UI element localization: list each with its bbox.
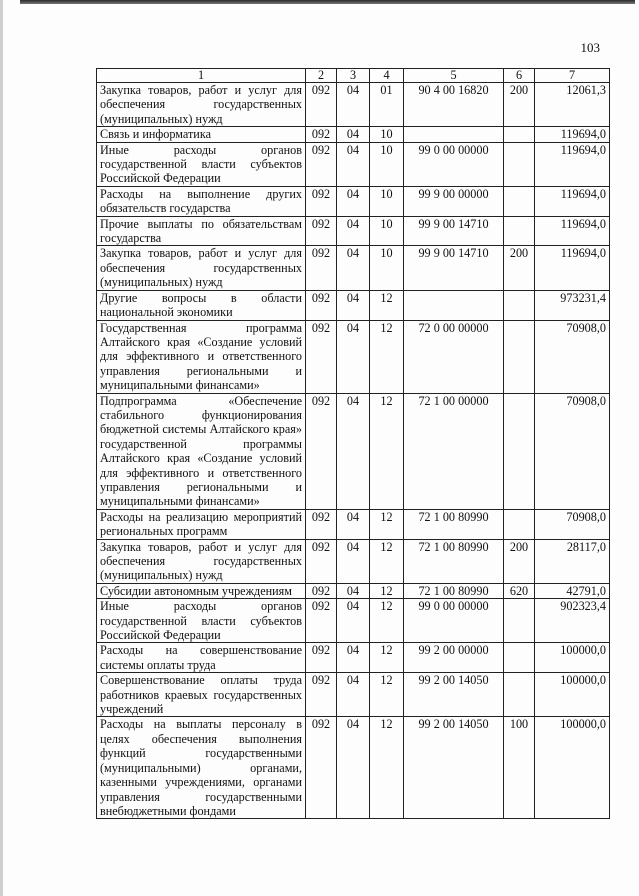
section-code-cell: 04 bbox=[337, 127, 370, 142]
grbs-code-cell: 092 bbox=[306, 583, 337, 598]
grbs-code-cell: 092 bbox=[306, 509, 337, 539]
target-article-cell: 99 0 00 00000 bbox=[404, 142, 504, 186]
budget-table bbox=[96, 68, 610, 819]
header-col-2: 2 bbox=[306, 69, 337, 83]
section-code-cell: 04 bbox=[337, 673, 370, 717]
target-article-cell: 99 0 00 00000 bbox=[404, 599, 504, 643]
grbs-code-cell: 092 bbox=[306, 673, 337, 717]
expense-type-cell bbox=[504, 393, 535, 509]
expense-name-cell: Расходы на реализацию мероприятий региональных программ bbox=[97, 509, 306, 539]
expense-type-cell bbox=[504, 643, 535, 673]
expense-name-cell: Государственная программа Алтайского края «Создание условий для эффективного и ответственного управления региональными и муниципальными финансами» bbox=[97, 320, 306, 393]
table-row bbox=[97, 599, 610, 643]
expense-type-cell bbox=[504, 599, 535, 643]
section-code-cell: 04 bbox=[337, 320, 370, 393]
subsection-code-cell: 12 bbox=[370, 673, 404, 717]
subsection-code-cell: 10 bbox=[370, 186, 404, 216]
header-col-5: 5 bbox=[404, 69, 504, 83]
expense-name-cell: Субсидии автономным учреждениям bbox=[97, 583, 306, 598]
section-code-cell: 04 bbox=[337, 186, 370, 216]
table-row bbox=[97, 83, 610, 127]
target-article-cell: 72 0 00 00000 bbox=[404, 320, 504, 393]
amount-cell: 119694,0 bbox=[535, 142, 610, 186]
target-article-cell: 99 9 00 00000 bbox=[404, 186, 504, 216]
amount-cell: 119694,0 bbox=[535, 186, 610, 216]
amount-cell: 42791,0 bbox=[535, 583, 610, 598]
amount-cell: 100000,0 bbox=[535, 673, 610, 717]
target-article-cell: 99 2 00 00000 bbox=[404, 643, 504, 673]
expense-name-cell: Подпрограмма «Обеспечение стабильного функционирования бюджетной системы Алтайского края» государственной программы Алтайского края «Создание условий для эффективного и ответственного управления региональными и муниципальными финансами» bbox=[97, 393, 306, 509]
expense-type-cell bbox=[504, 290, 535, 320]
grbs-code-cell: 092 bbox=[306, 320, 337, 393]
grbs-code-cell: 092 bbox=[306, 599, 337, 643]
amount-cell: 119694,0 bbox=[535, 127, 610, 142]
table-row bbox=[97, 142, 610, 186]
grbs-code-cell: 092 bbox=[306, 127, 337, 142]
grbs-code-cell: 092 bbox=[306, 83, 337, 127]
table-row bbox=[97, 290, 610, 320]
section-code-cell: 04 bbox=[337, 83, 370, 127]
expense-type-cell: 100 bbox=[504, 717, 535, 819]
section-code-cell: 04 bbox=[337, 290, 370, 320]
table-row bbox=[97, 320, 610, 393]
grbs-code-cell: 092 bbox=[306, 142, 337, 186]
scan-border-left bbox=[0, 0, 3, 896]
target-article-cell: 99 2 00 14050 bbox=[404, 717, 504, 819]
grbs-code-cell: 092 bbox=[306, 216, 337, 246]
section-code-cell: 04 bbox=[337, 717, 370, 819]
amount-cell: 119694,0 bbox=[535, 216, 610, 246]
header-col-4: 4 bbox=[370, 69, 404, 83]
subsection-code-cell: 10 bbox=[370, 127, 404, 142]
expense-type-cell bbox=[504, 216, 535, 246]
subsection-code-cell: 12 bbox=[370, 320, 404, 393]
subsection-code-cell: 12 bbox=[370, 717, 404, 819]
expense-type-cell: 620 bbox=[504, 583, 535, 598]
amount-cell: 28117,0 bbox=[535, 539, 610, 583]
grbs-code-cell: 092 bbox=[306, 393, 337, 509]
header-col-6: 6 bbox=[504, 69, 535, 83]
table-row bbox=[97, 246, 610, 290]
subsection-code-cell: 12 bbox=[370, 643, 404, 673]
section-code-cell: 04 bbox=[337, 539, 370, 583]
target-article-cell: 99 9 00 14710 bbox=[404, 216, 504, 246]
table-row bbox=[97, 643, 610, 673]
grbs-code-cell: 092 bbox=[306, 290, 337, 320]
target-article-cell: 90 4 00 16820 bbox=[404, 83, 504, 127]
amount-cell: 12061,3 bbox=[535, 83, 610, 127]
expense-type-cell bbox=[504, 509, 535, 539]
grbs-code-cell: 092 bbox=[306, 246, 337, 290]
section-code-cell: 04 bbox=[337, 599, 370, 643]
expense-name-cell: Закупка товаров, работ и услуг для обеспечения государственных (муниципальных) нужд bbox=[97, 539, 306, 583]
subsection-code-cell: 12 bbox=[370, 539, 404, 583]
table-row bbox=[97, 186, 610, 216]
amount-cell: 100000,0 bbox=[535, 643, 610, 673]
header-col-1: 1 bbox=[97, 69, 306, 83]
expense-name-cell: Иные расходы органов государственной власти субъектов Российской Федерации bbox=[97, 599, 306, 643]
subsection-code-cell: 12 bbox=[370, 583, 404, 598]
expense-name-cell: Расходы на выполнение других обязательств государства bbox=[97, 186, 306, 216]
expense-type-cell: 200 bbox=[504, 246, 535, 290]
target-article-cell bbox=[404, 290, 504, 320]
subsection-code-cell: 01 bbox=[370, 83, 404, 127]
section-code-cell: 04 bbox=[337, 142, 370, 186]
subsection-code-cell: 10 bbox=[370, 216, 404, 246]
table-row bbox=[97, 539, 610, 583]
target-article-cell: 72 1 00 80990 bbox=[404, 539, 504, 583]
section-code-cell: 04 bbox=[337, 216, 370, 246]
header-col-3: 3 bbox=[337, 69, 370, 83]
grbs-code-cell: 092 bbox=[306, 643, 337, 673]
subsection-code-cell: 12 bbox=[370, 393, 404, 509]
table-row bbox=[97, 673, 610, 717]
amount-cell: 902323,4 bbox=[535, 599, 610, 643]
expense-name-cell: Другие вопросы в области национальной экономики bbox=[97, 290, 306, 320]
subsection-code-cell: 12 bbox=[370, 599, 404, 643]
table-row bbox=[97, 583, 610, 598]
grbs-code-cell: 092 bbox=[306, 539, 337, 583]
expense-name-cell: Совершенствование оплаты труда работников краевых государственных учреждений bbox=[97, 673, 306, 717]
subsection-code-cell: 12 bbox=[370, 290, 404, 320]
subsection-code-cell: 10 bbox=[370, 246, 404, 290]
amount-cell: 70908,0 bbox=[535, 509, 610, 539]
table-header-row bbox=[97, 69, 610, 83]
table-row bbox=[97, 717, 610, 819]
target-article-cell: 72 1 00 00000 bbox=[404, 393, 504, 509]
grbs-code-cell: 092 bbox=[306, 186, 337, 216]
grbs-code-cell: 092 bbox=[306, 717, 337, 819]
table-row bbox=[97, 127, 610, 142]
scan-border-top bbox=[20, 0, 635, 4]
expense-type-cell bbox=[504, 142, 535, 186]
expense-name-cell: Расходы на совершенствование системы оплаты труда bbox=[97, 643, 306, 673]
expense-type-cell: 200 bbox=[504, 539, 535, 583]
expense-type-cell bbox=[504, 673, 535, 717]
amount-cell: 119694,0 bbox=[535, 246, 610, 290]
subsection-code-cell: 12 bbox=[370, 509, 404, 539]
page-number: 103 bbox=[580, 40, 600, 55]
section-code-cell: 04 bbox=[337, 583, 370, 598]
amount-cell: 973231,4 bbox=[535, 290, 610, 320]
section-code-cell: 04 bbox=[337, 246, 370, 290]
expense-name-cell: Иные расходы органов государственной власти субъектов Российской Федерации bbox=[97, 142, 306, 186]
expense-name-cell: Закупка товаров, работ и услуг для обеспечения государственных (муниципальных) нужд bbox=[97, 83, 306, 127]
table-row bbox=[97, 393, 610, 509]
target-article-cell: 99 2 00 14050 bbox=[404, 673, 504, 717]
amount-cell: 70908,0 bbox=[535, 393, 610, 509]
target-article-cell: 72 1 00 80990 bbox=[404, 509, 504, 539]
expense-type-cell bbox=[504, 127, 535, 142]
target-article-cell: 72 1 00 80990 bbox=[404, 583, 504, 598]
target-article-cell: 99 9 00 14710 bbox=[404, 246, 504, 290]
section-code-cell: 04 bbox=[337, 393, 370, 509]
section-code-cell: 04 bbox=[337, 509, 370, 539]
table-row bbox=[97, 509, 610, 539]
table-row bbox=[97, 216, 610, 246]
target-article-cell bbox=[404, 127, 504, 142]
expense-type-cell: 200 bbox=[504, 83, 535, 127]
amount-cell: 70908,0 bbox=[535, 320, 610, 393]
expense-type-cell bbox=[504, 320, 535, 393]
expense-name-cell: Связь и информатика bbox=[97, 127, 306, 142]
expense-name-cell: Прочие выплаты по обязательствам государства bbox=[97, 216, 306, 246]
subsection-code-cell: 10 bbox=[370, 142, 404, 186]
amount-cell: 100000,0 bbox=[535, 717, 610, 819]
expense-name-cell: Расходы на выплаты персоналу в целях обеспечения выполнения функций государственными (муниципальными) органами, казенными учреждениями, органами управления государственными внебюджетными фондами bbox=[97, 717, 306, 819]
section-code-cell: 04 bbox=[337, 643, 370, 673]
expense-name-cell: Закупка товаров, работ и услуг для обеспечения государственных (муниципальных) нужд bbox=[97, 246, 306, 290]
expense-type-cell bbox=[504, 186, 535, 216]
header-col-7: 7 bbox=[535, 69, 610, 83]
